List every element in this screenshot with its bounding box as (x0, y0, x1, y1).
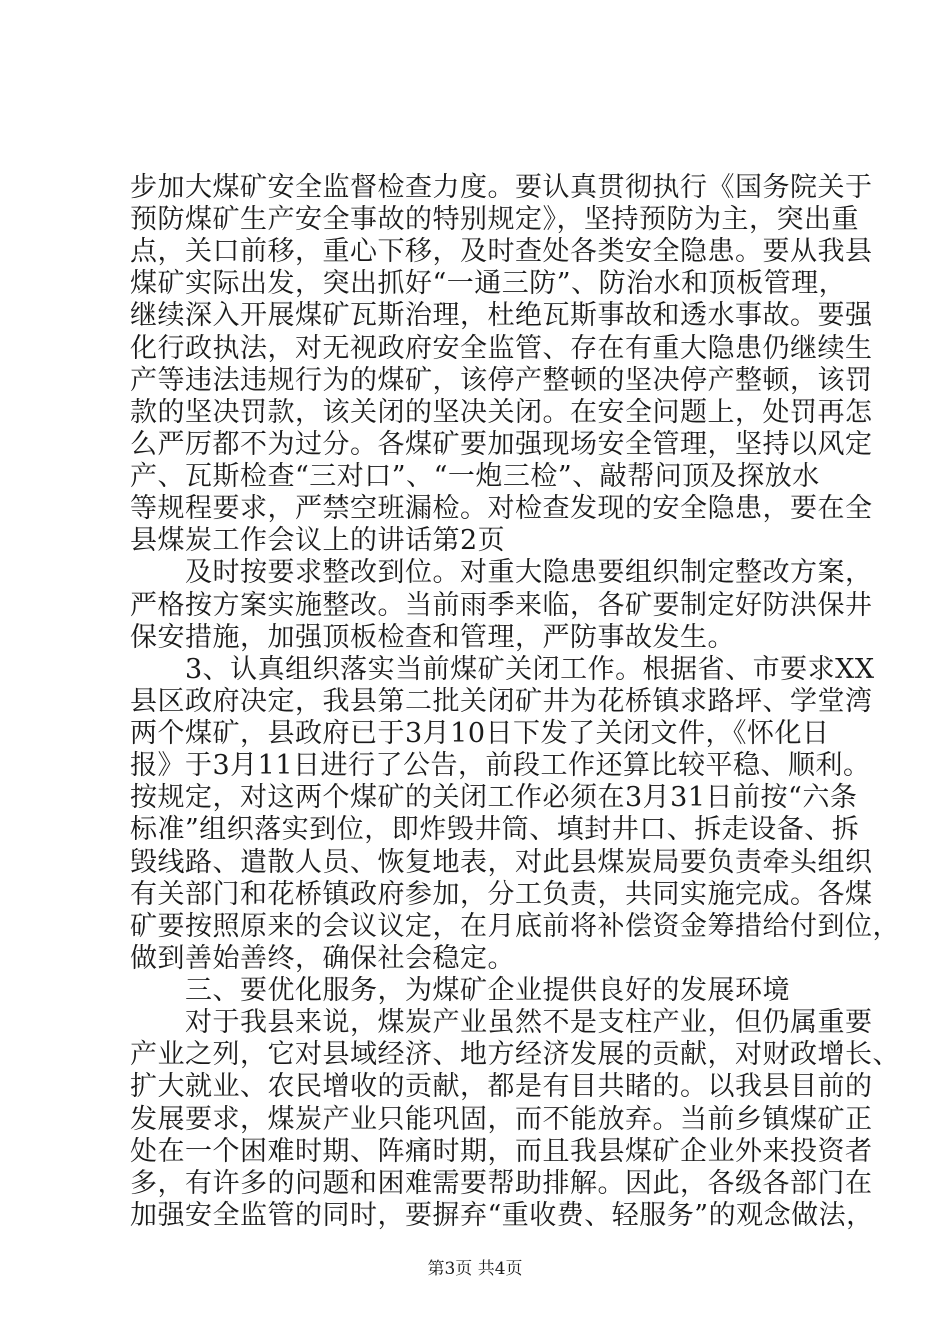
text-line: 步加大煤矿安全监督检查力度。要认真贯彻执行《国务院关于 (130, 172, 873, 203)
text-line: 矿要按照原来的会议议定，在月底前将补偿资金筹措给付到位， (130, 911, 900, 942)
text-line: 对于我县来说，煤炭产业虽然不是支柱产业，但仍属重要 (130, 1007, 873, 1038)
text-line: 预防煤矿生产安全事故的特别规定》，坚持预防为主，突出重 (130, 204, 859, 235)
text-line: 及时按要求整改到位。对重大隐患要组织制定整改方案， (130, 557, 873, 588)
text-line: 产业之列，它对县域经济、地方经济发展的贡献，对财政增长、 (130, 1039, 900, 1070)
text-line: 加强安全监管的同时，要摒弃“重收费、轻服务”的观念做法， (130, 1200, 874, 1231)
text-line: 严格按方案实施整改。当前雨季来临，各矿要制定好防洪保井 (130, 590, 873, 621)
page-footer: 第3页 共4页 (427, 1259, 523, 1279)
text-line: 两个煤矿，县政府已于3月10日下发了关闭文件，《怀化日 (130, 718, 830, 749)
text-line: 报》于3月11日进行了公告，前段工作还算比较平稳、顺利。 (130, 750, 871, 781)
text-line: 等规程要求，严禁空班漏检。对检查发现的安全隐患，要在全 (130, 493, 873, 524)
text-line: 点，关口前移，重心下移，及时查处各类安全隐患。要从我县 (130, 236, 873, 267)
text-line: 有关部门和花桥镇政府参加，分工负责，共同实施完成。各煤 (130, 879, 873, 910)
text-line: 产等违法违规行为的煤矿，该停产整顿的坚决停产整顿，该罚 (130, 365, 873, 396)
text-line: 标准”组织落实到位，即炸毁井筒、填封井口、拆走设备、拆 (130, 814, 860, 845)
text-line: 毁线路、遣散人员、恢复地表，对此县煤炭局要负责牵头组织 (130, 847, 873, 878)
text-line: 多，有许多的问题和困难需要帮助排解。因此，各级各部门在 (130, 1168, 873, 1199)
text-line: 按规定，对这两个煤矿的关闭工作必须在3月31日前按“六条 (130, 782, 858, 813)
text-line: 款的坚决罚款，该关闭的坚决关闭。在安全问题上，处罚再怎 (130, 397, 873, 428)
text-line: 处在一个困难时期、阵痛时期，而且我县煤矿企业外来投资者 (130, 1136, 873, 1167)
text-line: 产、瓦斯检查“三对口”、“一炮三检”、敲帮问顶及探放水 (130, 461, 820, 492)
text-line: 化行政执法，对无视政府安全监管、存在有重大隐患仍继续生 (130, 333, 873, 364)
text-line: 3、认真组织落实当前煤矿关闭工作。根据省、市要求XX (130, 654, 875, 685)
text-line: 县煤炭工作会议上的讲话第2页 (130, 525, 506, 556)
text-line: 继续深入开展煤矿瓦斯治理，杜绝瓦斯事故和透水事故。要强 (130, 300, 873, 331)
text-line: 发展要求，煤炭产业只能巩固，而不能放弃。当前乡镇煤矿正 (130, 1104, 873, 1135)
text-line: 扩大就业、农民增收的贡献，都是有目共睹的。以我县目前的 (130, 1071, 873, 1102)
text-line: 县区政府决定，我县第二批关闭矿井为花桥镇求路坪、学堂湾 (130, 686, 873, 717)
text-line: 做到善始善终，确保社会稳定。 (130, 943, 515, 974)
text-line: 煤矿实际出发，突出抓好“一通三防”、防治水和顶板管理， (130, 268, 847, 299)
section-heading: 三、要优化服务，为煤矿企业提供良好的发展环境 (130, 975, 790, 1006)
text-line: 保安措施，加强顶板检查和管理，严防事故发生。 (130, 622, 735, 653)
text-line: 么严厉都不为过分。各煤矿要加强现场安全管理，坚持以风定 (130, 429, 873, 460)
